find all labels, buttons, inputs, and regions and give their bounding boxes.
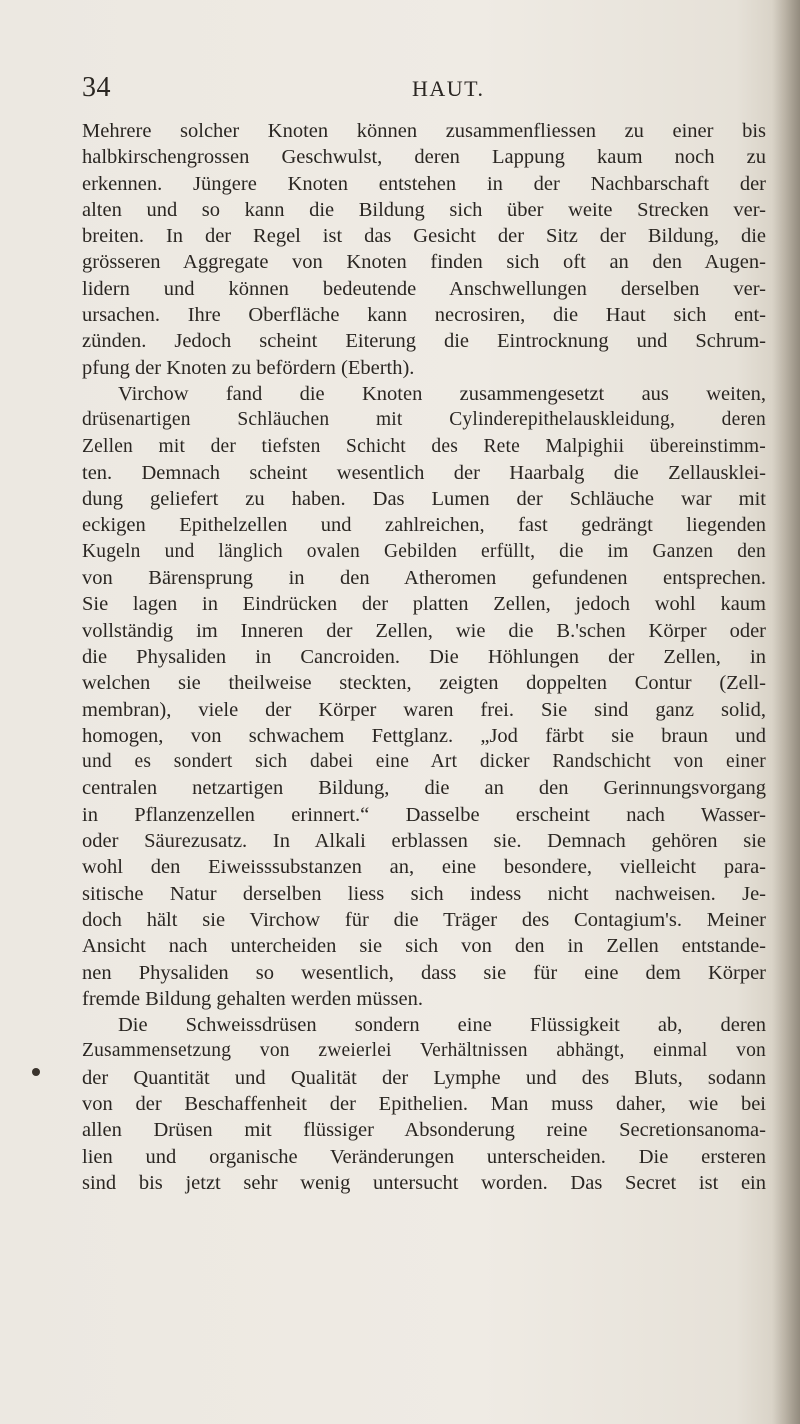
page-header [82, 72, 762, 108]
text-line: sitische Natur derselben liess sich indess nicht nachweisen. Je- [82, 882, 766, 905]
page-edge-shadow [772, 0, 800, 1424]
text-line: vollständig im Inneren der Zellen, wie die B.'schen Körper oder [82, 619, 766, 642]
text-line: fremde Bildung gehalten werden müssen. [82, 987, 424, 1010]
text-line: lidern und können bedeutende Anschwellungen derselben ver- [82, 277, 766, 300]
text-line: und es sondert sich dabei eine Art dicker Randschicht von einer [82, 751, 766, 773]
text-line: wohl den Eiweisssubstanzen an, eine besondere, vielleicht para- [82, 856, 766, 879]
text-line: zünden. Jedoch scheint Eiterung die Eintrocknung und Schrum- [82, 330, 766, 353]
text-line: drüsenartigen Schläuchen mit Cylinderepithelauskleidung, deren [82, 409, 766, 431]
text-line: von der Beschaffenheit der Epithelien. Man muss daher, wie bei [82, 1092, 766, 1115]
text-line: Ansicht nach untercheiden sie sich von den in Zellen entstande- [82, 935, 766, 958]
text-line: pfung der Knoten zu befördern (Eberth). [82, 356, 415, 379]
body-text [82, 118, 766, 1196]
text-line: breiten. In der Regel ist das Gesicht der Sitz der Bildung, die [82, 225, 766, 248]
text-line: ten. Demnach scheint wesentlich der Haarbalg die Zellausklei- [82, 461, 766, 484]
text-line: nen Physaliden so wesentlich, dass sie für eine dem Körper [82, 961, 766, 984]
text-line: der Quantität und Qualität der Lymphe und des Bluts, sodann [82, 1066, 766, 1089]
text-line: allen Drüsen mit flüssiger Absonderung reine Secretionsanoma- [82, 1119, 766, 1142]
text-line: halbkirschengrossen Geschwulst, deren Lappung kaum noch zu [82, 146, 766, 169]
text-line: welchen sie theilweise steckten, zeigten doppelten Contur (Zell- [82, 672, 766, 695]
text-line: eckigen Epithelzellen und zahlreichen, fast gedrängt liegenden [82, 514, 766, 537]
text-line: sind bis jetzt sehr wenig untersucht worden. Das Secret ist ein [82, 1171, 766, 1194]
text-line: membran), viele der Körper waren frei. Sie sind ganz solid, [82, 698, 766, 721]
text-line: Zellen mit der tiefsten Schicht des Rete Malpighii übereinstimm- [82, 435, 766, 457]
text-line: von Bärensprung in den Atheromen gefundenen entsprechen. [82, 567, 766, 590]
text-line: dung geliefert zu haben. Das Lumen der Schläuche war mit [82, 488, 766, 511]
text-line: Mehrere solcher Knoten können zusammenfliessen zu einer bis [82, 120, 766, 142]
paragraph-start-line: Virchow fand die Knoten zusammengesetzt aus weiten, [118, 382, 766, 405]
text-line: lien und organische Veränderungen unterscheiden. Die ersteren [82, 1145, 766, 1168]
text-line: centralen netzartigen Bildung, die an den Gerinnungsvorgang [82, 777, 766, 800]
text-line: Kugeln und länglich ovalen Gebilden erfüllt, die im Ganzen den [82, 540, 766, 562]
paragraph-start-line: Die Schweissdrüsen sondern eine Flüssigkeit ab, deren [118, 1014, 766, 1037]
margin-dot-mark [32, 1068, 40, 1076]
text-line: doch hält sie Virchow für die Träger des Contagium's. Meiner [82, 908, 766, 931]
text-line: grösseren Aggregate von Knoten finden sich oft an den Augen- [82, 251, 766, 274]
running-title: HAUT. [412, 76, 485, 101]
text-line: ursachen. Ihre Oberfläche kann necrosiren, die Haut sich ent- [82, 304, 766, 327]
text-line: in Pflanzenzellen erinnert.“ Dasselbe erscheint nach Wasser- [82, 803, 766, 826]
text-line: Sie lagen in Eindrücken der platten Zellen, jedoch wohl kaum [82, 593, 766, 616]
text-line: oder Säurezusatz. In Alkali erblassen sie. Demnach gehören sie [82, 830, 766, 853]
page-number: 34 [82, 72, 111, 103]
text-line: die Physaliden in Cancroiden. Die Höhlungen der Zellen, in [82, 645, 766, 668]
text-line: alten und so kann die Bildung sich über weite Strecken ver- [82, 198, 766, 221]
text-line: homogen, von schwachem Fettglanz. „Jod färbt sie braun und [82, 724, 766, 747]
text-line: erkennen. Jüngere Knoten entstehen in der Nachbarschaft der [82, 172, 766, 195]
text-line: Zusammensetzung von zweierlei Verhältnissen abhängt, einmal von [82, 1040, 766, 1062]
